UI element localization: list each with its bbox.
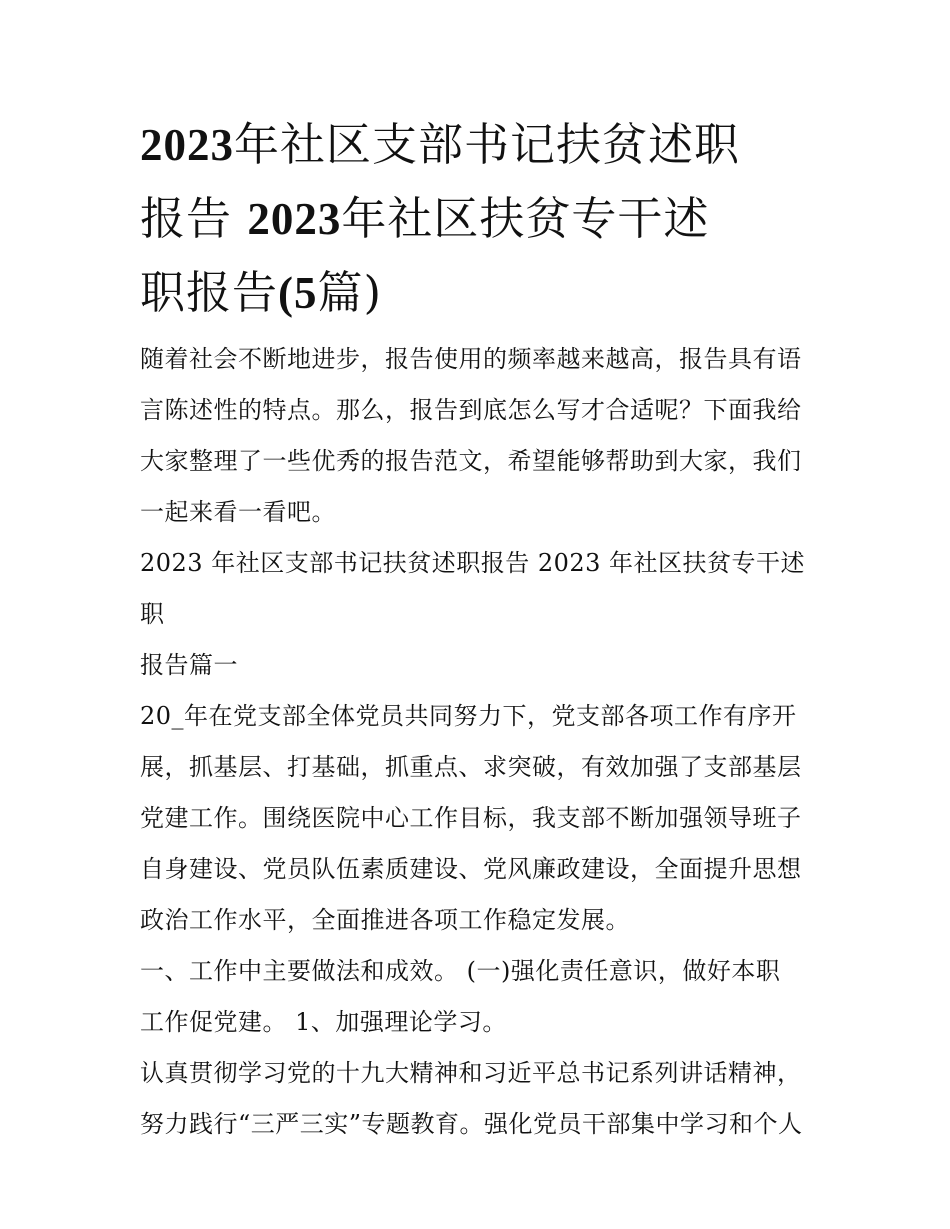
title-year: 2023 — [247, 194, 342, 244]
section-heading-line: 报告篇一 — [140, 651, 238, 679]
body-line: 政治工作水平，全面推进各项工作稳定发展。 — [140, 906, 630, 934]
document-body — [140, 334, 820, 1150]
section-heading-line: 2023 年社区支部书记扶贫述职报告 2023 年社区扶贫专干述职 — [140, 549, 806, 628]
title-text: 报告 — [140, 192, 248, 245]
body-line: 展，抓基层、打基础，抓重点、求突破，有效加强了支部基层 — [140, 753, 802, 781]
title-year: 2023 — [140, 120, 234, 170]
body-line: 认真贯彻学习党的十九大精神和习近平总书记系列讲话精神， — [140, 1059, 802, 1087]
body-line: 言陈述性的特点。那么，报告到底怎么写才合适呢？下面我给 — [140, 396, 802, 424]
body-line: 自身建设、党员队伍素质建设、党风廉政建设，全面提升思想 — [140, 855, 802, 883]
title-text: 篇) — [317, 266, 383, 319]
body-line: 随着社会不断地进步，报告使用的频率越来越高，报告具有语 — [140, 345, 802, 373]
body-line: 工作促党建。 1、加强理论学习。 — [140, 1008, 507, 1036]
title-text: 年社区支部书记扶贫述职 — [234, 118, 741, 171]
title-line — [140, 256, 820, 330]
body-line: 党建工作。围绕医院中心工作目标，我支部不断加强领导班子 — [140, 804, 802, 832]
title-line — [140, 182, 820, 256]
title-text: 年社区扶贫专干述 — [341, 192, 710, 245]
body-line: 一起来看一看吧。 — [140, 498, 336, 526]
title-count: (5 — [278, 268, 318, 318]
document-title — [140, 108, 820, 330]
title-text: 职报告 — [140, 266, 279, 319]
body-line: 一、工作中主要做法和成效。 (一)强化责任意识，做好本职 — [140, 957, 781, 985]
title-line — [140, 108, 820, 182]
body-line: 大家整理了一些优秀的报告范文，希望能够帮助到大家，我们 — [140, 447, 802, 475]
document-page — [140, 108, 820, 1150]
body-line: 20_年在党支部全体党员共同努力下，党支部各项工作有序开 — [140, 702, 797, 730]
body-line: 努力践行“三严三实”专题教育。强化党员干部集中学习和个人 — [140, 1110, 803, 1138]
